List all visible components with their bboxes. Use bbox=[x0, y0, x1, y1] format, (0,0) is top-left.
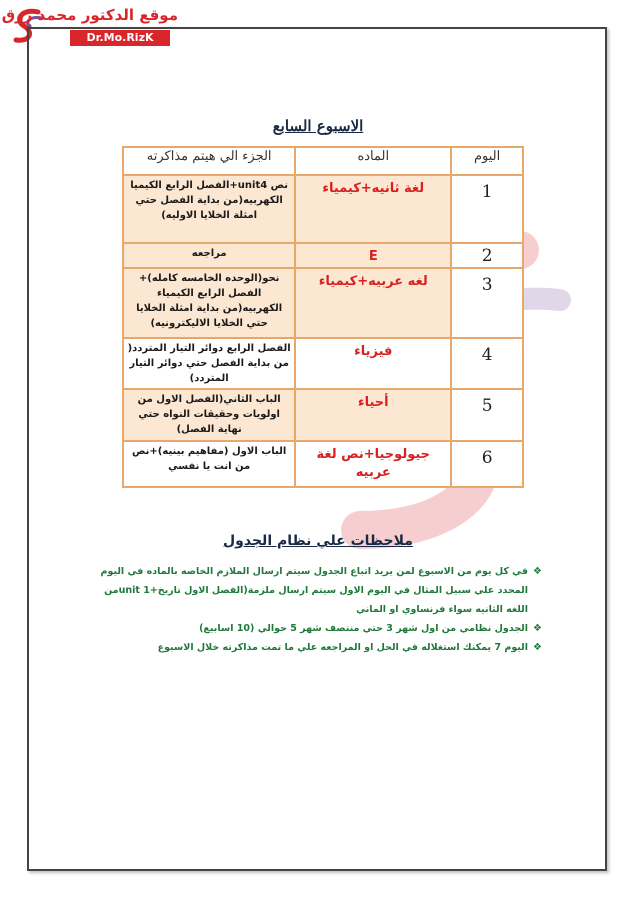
row-subject: جيولوجيا+نص لغة عربيه bbox=[295, 441, 451, 487]
diamond-bullet-icon: ❖ bbox=[533, 566, 542, 577]
week-title bbox=[0, 116, 636, 135]
notes-list bbox=[90, 562, 542, 657]
list-item bbox=[90, 638, 542, 657]
logo-arabic-text: موقع الدكتور محمد رزق bbox=[1, 6, 178, 24]
table-row bbox=[123, 268, 523, 338]
row-part: نحو(الوحده الخامسه كامله)+ الفصل الرابع الكيمياء الكهربيه(من بداية امثلة الخلايا حتي الخلايا الاليكترونيه) bbox=[123, 268, 295, 338]
row-subject: فيزياء bbox=[295, 338, 451, 389]
row-part: الباب الثاني(الفصل الاول من اولويات وحقيقات النواه حتي نهاية الفصل) bbox=[123, 389, 295, 441]
study-schedule-table bbox=[122, 146, 524, 488]
notes-title bbox=[0, 530, 636, 549]
row-day: 5 bbox=[451, 389, 523, 441]
list-item bbox=[90, 619, 542, 638]
row-subject: E bbox=[295, 243, 451, 268]
table-row bbox=[123, 441, 523, 487]
table-row bbox=[123, 175, 523, 243]
row-part: مراجعه bbox=[123, 243, 295, 268]
table-row bbox=[123, 243, 523, 268]
header-subject: الماده bbox=[295, 147, 451, 175]
row-part: نص unit4+الفصل الرابع الكيميا الكهربيه(من بداية الفصل حتي امثلة الخلايا الاوليه) bbox=[123, 175, 295, 243]
row-day: 2 bbox=[451, 243, 523, 268]
note-text: اليوم 7 يمكنك استغلاله في الحل او المراجعه علي ما تمت مذاكرته خلال الاسبوع bbox=[157, 642, 528, 653]
table-row bbox=[123, 389, 523, 441]
table-header-row bbox=[123, 147, 523, 175]
row-day: 3 bbox=[451, 268, 523, 338]
row-day: 1 bbox=[451, 175, 523, 243]
row-part: الباب الاول (مفاهيم بينيه)+نص من انت يا نفسي bbox=[123, 441, 295, 487]
row-day: 4 bbox=[451, 338, 523, 389]
header-day: اليوم bbox=[451, 147, 523, 175]
note-text: الجدول نظامي من اول شهر 3 حتي منتصف شهر 5 حوالي (10 اسابيع) bbox=[199, 623, 528, 634]
row-subject: لغة ثانيه+كيمياء bbox=[295, 175, 451, 243]
table-row bbox=[123, 338, 523, 389]
row-subject: لغه عربيه+كيمياء bbox=[295, 268, 451, 338]
list-item bbox=[90, 562, 542, 619]
logo-english-text: Dr.Mo.RizK bbox=[70, 30, 170, 46]
row-day: 6 bbox=[451, 441, 523, 487]
notes-title-text: ملاحظات علي نظام الجدول bbox=[223, 533, 413, 549]
row-part: الفصل الرابع دوائر التيار المتردد( من بداية الفصل حتي دوائر التيار المتردد) bbox=[123, 338, 295, 389]
header-part: الجزء الي هيتم مذاكرته bbox=[123, 147, 295, 175]
week-title-text: الاسبوع السابع bbox=[272, 117, 364, 135]
diamond-bullet-icon: ❖ bbox=[533, 623, 542, 634]
row-subject: أحياء bbox=[295, 389, 451, 441]
diamond-bullet-icon: ❖ bbox=[533, 642, 542, 653]
note-text: في كل يوم من الاسبوع لمن يريد اتباع الجدول سيتم ارسال الملازم الخاصه بالماده في اليوم المحدد علي سبيل المثال في اليوم الاول سيتم ارسال ملزمة(الفصل الاول تاريخ+unit 1من اللغه الثانيه سواء فرنساوي او الماني bbox=[100, 566, 528, 615]
